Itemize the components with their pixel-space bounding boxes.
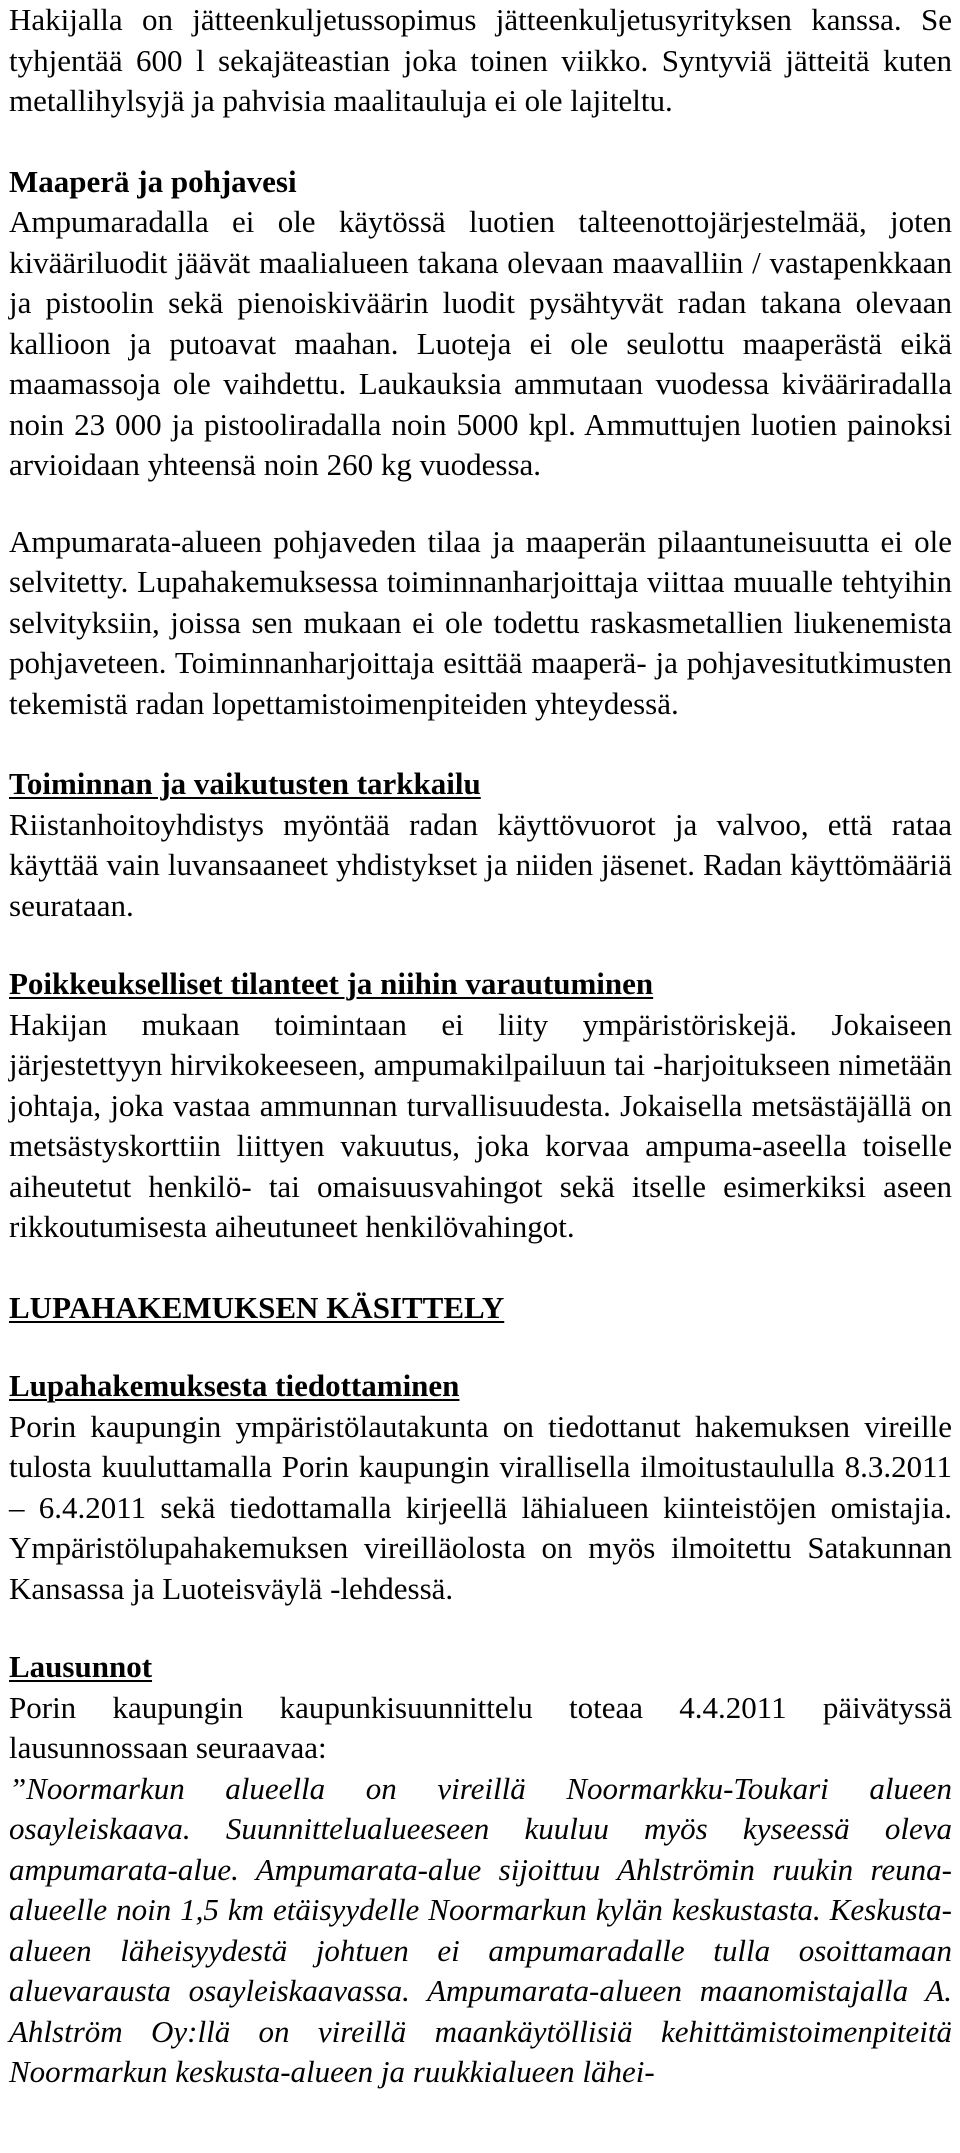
tarkkailu-paragraph: Riistanhoitoyhdistys myöntää radan käyttövuorot ja valvoo, että rataa käyttää vain luvansaaneet yhdistykset ja niiden jäsenet. Radan käyttömääriä seurataan. bbox=[9, 806, 952, 923]
maapera-paragraph-1: Ampumaradalla ei ole käytössä luotien talteenottojärjestelmää, joten kivääriluodit jäävät maalialueen takana olevaan maavalliin / vastapenkkaan ja pistoolin sekä pienoiskiväärin luodit pysähtyvät radan takana olevaan kallioon ja putoavat maahan. Luoteja ei ole seulottu maaperästä eikä maamassoja ole vaihdettu. Laukauksia ammutaan vuodessa kivääriradalla noin 23 000 ja pistooliradalla noin 5000 kpl. Ammuttujen luotien painoksi arvioidaan yhteensä noin 260 kg vuodessa. bbox=[9, 204, 952, 482]
section-heading-tarkkailu: Toiminnan ja vaikutusten tarkkailu bbox=[9, 766, 481, 801]
section-heading-maapera: Maaperä ja pohjavesi bbox=[9, 163, 297, 199]
section-heading-poikkeukselliset: Poikkeukselliset tilanteet ja niihin varautuminen bbox=[9, 966, 654, 1001]
poikkeukselliset-paragraph: Hakijan mukaan toimintaan ei liity ympäristöriskejä. Jokaiseen järjestettyyn hirvikokeeseen, ampumakilpailuun tai -harjoitukseen nimetään johtaja, joka vastaa ammunnan turvallisuudesta. Jokaisella metsästäjällä on metsästyskorttiin liittyen vakuutus, joka korvaa ampuma-aseella toiselle aiheutetut henkilö- tai omaisuusvahingot sekä itselle esimerkiksi aseen rikkoutumisesta aiheutuneet henkilövahingot. bbox=[9, 1006, 952, 1244]
tiedottaminen-paragraph: Porin kaupungin ympäristölautakunta on tiedottanut hakemuksen vireille tulosta kuuluttamalla Porin kaupungin virallisella ilmoitustaululla 8.3.2011 – 6.4.2011 sekä tiedottamalla kirjeellä lähialueen kiinteistöjen omistajia. Ympäristölupahakemuksen vireilläolosta on myös ilmoitettu Satakunnan Kansassa ja Luoteisväylä -lehdessä. bbox=[9, 1408, 952, 1606]
maapera-paragraph-2: Ampumarata-alueen pohjaveden tilaa ja maaperän pilaantuneisuutta ei ole selvitetty. Lupahakemuksessa toiminnanharjoittaja viittaa muualle tehtyihin selvityksiin, joissa sen mukaan ei ole todettu raskasmetallien liukenemista pohjaveteen. Toiminnanharjoittaja esittää maaperä- ja pohjavesitutkimusten tekemistä radan lopettamistoimenpiteiden yhteydessä. bbox=[9, 523, 952, 721]
section-heading-tiedottaminen: Lupahakemuksesta tiedottaminen bbox=[9, 1368, 460, 1403]
main-heading-kasittely: LUPAHAKEMUKSEN KÄSITTELY bbox=[9, 1289, 505, 1325]
section-heading-lausunnot: Lausunnot bbox=[9, 1649, 153, 1684]
intro-paragraph: Hakijalla on jätteenkuljetussopimus jätteenkuljetusyrityksen kanssa. Se tyhjentää 600 l sekajäteastian joka toinen viikko. Syntyviä jätteitä kuten metallihylsyjä ja pahvisia maalitauluja ei ole lajiteltu. bbox=[9, 2, 952, 118]
lausunnot-paragraph: Porin kaupungin kaupunkisuunnittelu toteaa 4.4.2011 päivätyssä lausunnossaan seuraavaa: bbox=[9, 1689, 952, 1765]
lausunnot-quote: ”Noormarkun alueella on vireillä Noormarkku-Toukari alueen osayleiskaava. Suunnittelualueeseen kuuluu myös kyseessä oleva ampumarata-alue. Ampumarata-alue sijoittuu Ahlströmin ruukin reuna-alueelle noin 1,5 km etäisyydelle Noormarkun kylän keskustasta. Keskusta-alueen läheisyydestä johtuen ei ampumaradalle tulla osoittamaan aluevarausta osayleiskaavassa. Ampumarata-alueen maanomistajalla A. Ahlström Oy:llä on vireillä maankäytöllisiä kehittämistoimenpiteitä Noormarkun keskusta-alueen ja ruukkialueen lähei- bbox=[9, 1770, 952, 2089]
